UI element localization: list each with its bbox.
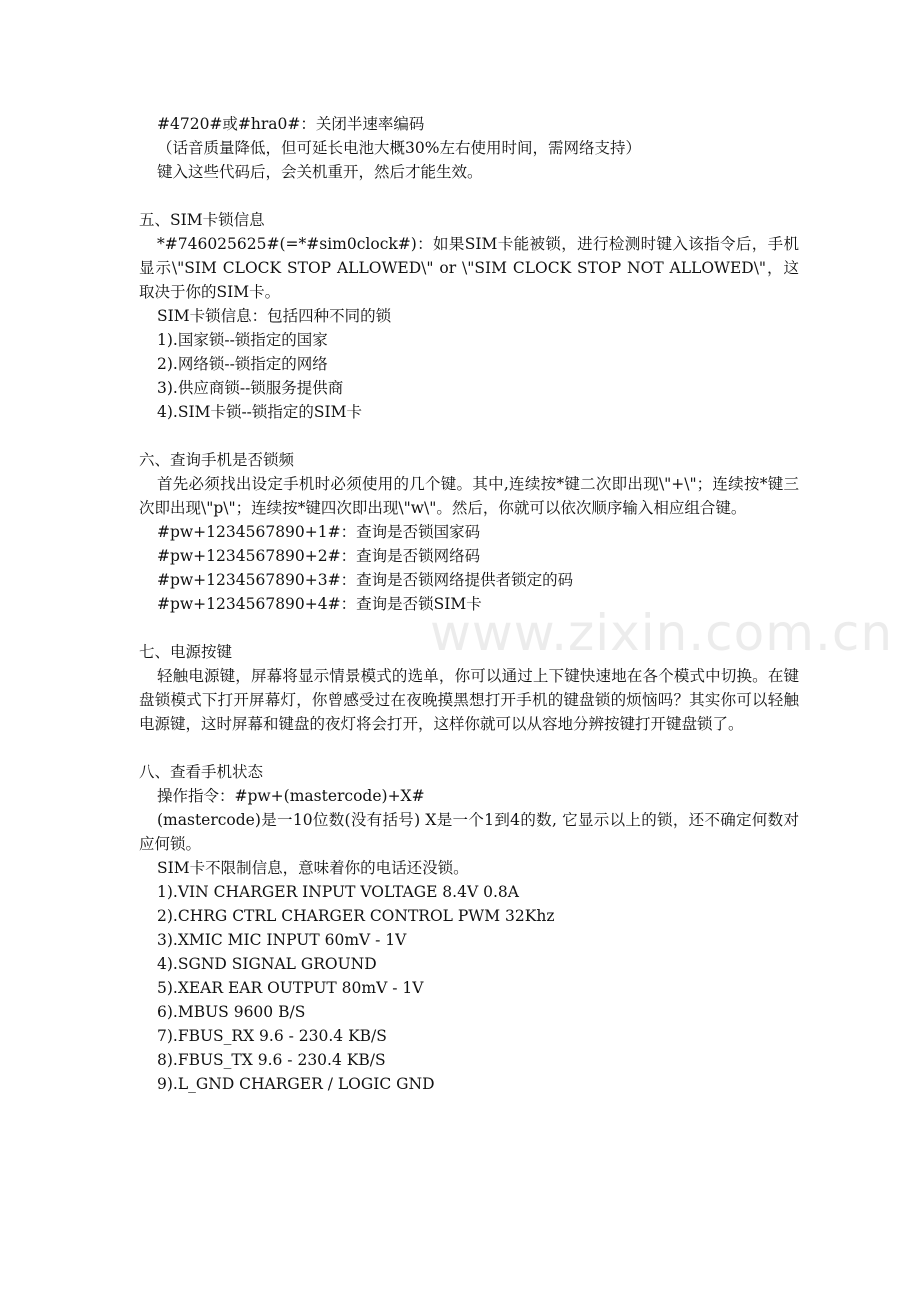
section6-item: #pw+1234567890+3#：查询是否锁网络提供者锁定的码 (157, 571, 574, 589)
section8-paragraph: (mastercode)是一10位数(没有括号) X是一个1到4的数, 它显示以上的锁，还不确定何数对应何锁。 (139, 811, 799, 853)
section5-item: 4).SIM卡锁--锁指定的SIM卡 (157, 403, 363, 421)
section5-intro: SIM卡锁信息：包括四种不同的锁 (157, 307, 392, 325)
section8-item: 5).XEAR EAR OUTPUT 80mV - 1V (157, 979, 424, 997)
section8-item: 6).MBUS 9600 B/S (157, 1003, 306, 1021)
section8-heading: 八、查看手机状态 (139, 763, 264, 781)
section5-item: 1).国家锁--锁指定的国家 (157, 331, 328, 349)
section8-item: 2).CHRG CTRL CHARGER CONTROL PWM 32Khz (157, 907, 555, 925)
intro-line-1: #4720#或#hra0#：关闭半速率编码 (157, 115, 425, 133)
section8-item: 4).SGND SIGNAL GROUND (157, 955, 377, 973)
spacer (139, 184, 799, 208)
section5-paragraph: *#746025625#(=*#sim0clock#)：如果SIM卡能被锁，进行检测时键入该指令后，手机显示\"SIM CLOCK STOP ALLOWED\" or \"SIM CLOCK STOP NOT ALLOWED\"，这取决于你的SIM卡。 (139, 235, 799, 301)
spacer (139, 616, 799, 640)
spacer (139, 736, 799, 760)
section6-item: #pw+1234567890+1#：查询是否锁国家码 (157, 523, 481, 541)
section5-heading: 五、SIM卡锁信息 (139, 211, 265, 229)
section6-item: #pw+1234567890+4#：查询是否锁SIM卡 (157, 595, 482, 613)
section5-item: 3).供应商锁--锁服务提供商 (157, 379, 344, 397)
section8-item: 1).VIN CHARGER INPUT VOLTAGE 8.4V 0.8A (157, 883, 519, 901)
section8-note: SIM卡不限制信息，意味着你的电话还没锁。 (157, 859, 469, 877)
spacer (139, 424, 799, 448)
section8-item: 3).XMIC MIC INPUT 60mV - 1V (157, 931, 407, 949)
section5-item: 2).网络锁--锁指定的网络 (157, 355, 328, 373)
section8-item: 7).FBUS_RX 9.6 - 230.4 KB/S (157, 1027, 387, 1045)
section8-item: 9).L_GND CHARGER / LOGIC GND (157, 1075, 435, 1093)
section8-command: 操作指令：#pw+(mastercode)+X# (157, 787, 425, 805)
watermark: www.zixin.com.cn (430, 604, 894, 662)
document-body (139, 112, 799, 1096)
intro-line-2: （话音质量降低，但可延长电池大概30%左右使用时间，需网络支持） (157, 139, 641, 157)
section7-heading: 七、电源按键 (139, 643, 233, 661)
intro-line-3: 键入这些代码后，会关机重开，然后才能生效。 (157, 163, 483, 181)
section6-paragraph: 首先必须找出设定手机时必须使用的几个键。其中,连续按*键二次即出现\"+\"；连续按*键三次即出现\"p\"；连续按*键四次即出现\"w\"。然后，你就可以依次顺序输入相应组合键。 (139, 475, 799, 517)
section6-heading: 六、查询手机是否锁频 (139, 451, 295, 469)
section8-item: 8).FBUS_TX 9.6 - 230.4 KB/S (157, 1051, 386, 1069)
section6-item: #pw+1234567890+2#：查询是否锁网络码 (157, 547, 481, 565)
section7-paragraph: 轻触电源键，屏幕将显示情景模式的选单，你可以通过上下键快速地在各个模式中切换。在键盘锁模式下打开屏幕灯，你曾感受过在夜晚摸黑想打开手机的键盘锁的烦恼吗？其实你可以轻触电源键，这时屏幕和键盘的夜灯将会打开，这样你就可以从容地分辨按键打开键盘锁了。 (139, 667, 799, 733)
